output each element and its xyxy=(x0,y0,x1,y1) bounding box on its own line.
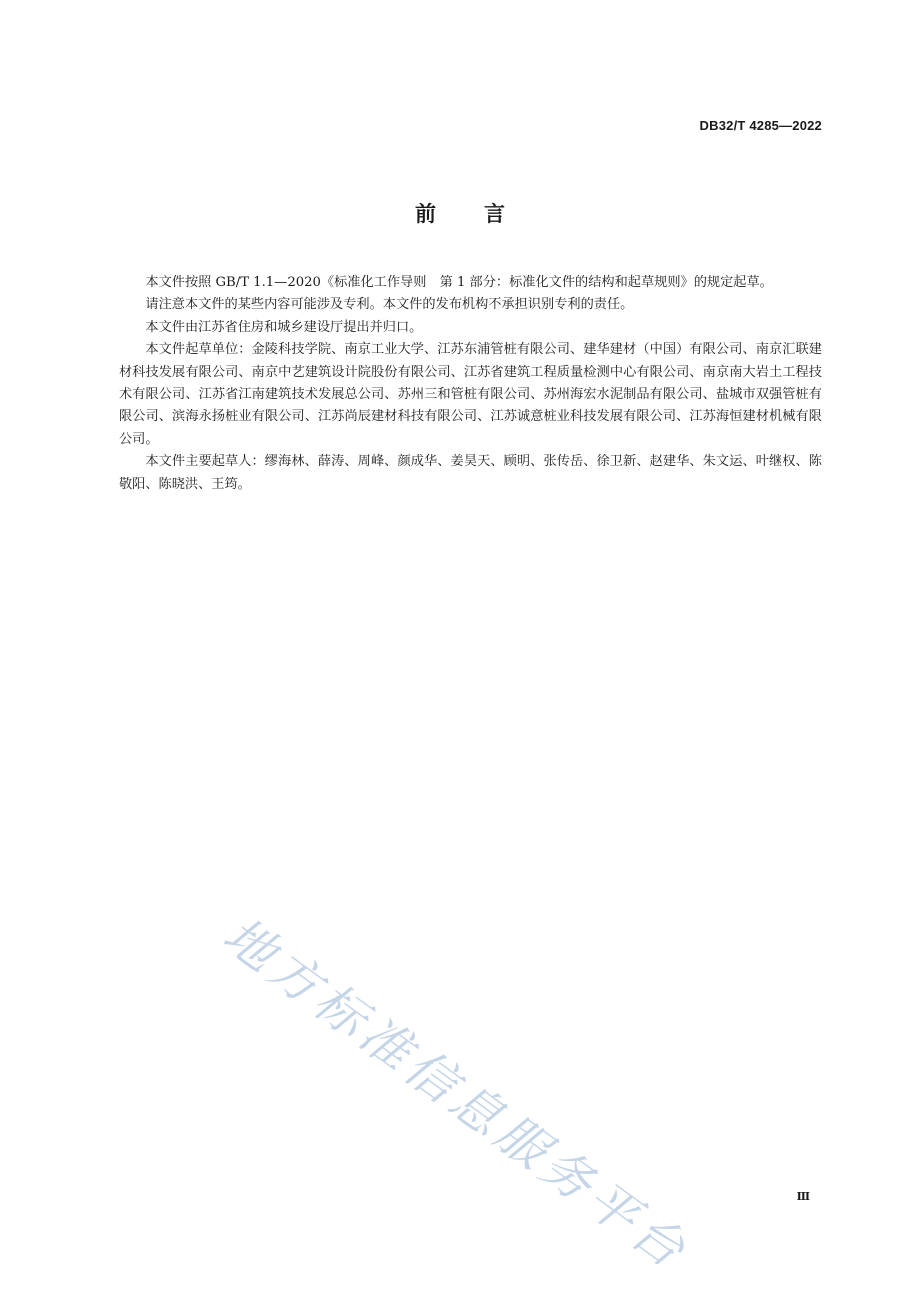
standard-number: DB32/T 4285—2022 xyxy=(699,118,822,133)
paragraph-proposer: 本文件由江苏省住房和城乡建设厅提出并归口。 xyxy=(145,319,423,335)
watermark: 地方标准信息服务平台 xyxy=(212,905,700,1282)
page-title: 前言 xyxy=(415,202,553,226)
paragraph-drafting-rules: 本文件按照 GB/T 1.1—2020《标准化工作导则 第 1 部分：标准化文件的结构和起草规则》的规定起草。 xyxy=(145,275,773,290)
paragraph-drafting-units: 本文件起草单位：金陵科技学院、南京工业大学、江苏东浦管桩有限公司、建华建材（中国）有限公司、南京汇联建材科技发展有限公司、南京中艺建筑设计院股份有限公司、江苏省建筑工程质量检测中心有限公司、南京南大岩土工程技术有限公司、江苏省江南建筑技术发展总公司、苏州三和管桩有限公司、苏州海宏水泥制品有限公司、盐城市双强管桩有限公司、滨海永扬桩业有限公司、江苏尚辰建材科技有限公司、江苏诚意桩业科技发展有限公司、江苏海恒建材机械有限公司。 xyxy=(119,342,822,447)
paragraph-drafters: 本文件主要起草人：缪海林、薛涛、周峰、颜成华、姜昊天、顾明、张传岳、徐卫新、赵建华、朱文运、叶继权、陈敬阳、陈晓洪、王筠。 xyxy=(119,454,822,492)
paragraph-patent-notice: 请注意本文件的某些内容可能涉及专利。本文件的发布机构不承担识别专利的责任。 xyxy=(145,297,634,313)
foreword-body xyxy=(119,272,822,496)
page-number: Ⅲ xyxy=(796,1190,810,1203)
